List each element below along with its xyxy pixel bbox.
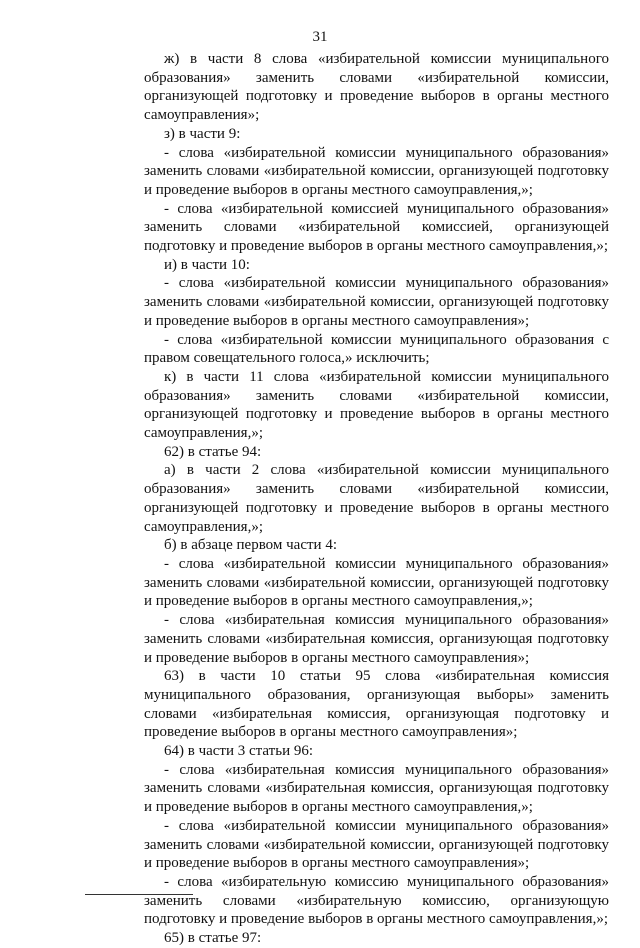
paragraph: - слова «избирательной комиссии муниципального образования» заменить словами «избирательной комиссии, организующей подготовку и проведение выборов в органы местного самоуправления,»; (144, 555, 609, 610)
paragraph: и) в части 10: (164, 256, 250, 273)
paragraph: к) в части 11 слова «избирательной комиссии муниципального образования» заменить словами «избирательной комиссии, организующей подготовку и проведение выборов в органы местного самоуправления,»; (144, 368, 609, 442)
document-body (144, 50, 609, 948)
paragraph: - слова «избирательная комиссия муниципального образования» заменить словами «избирательная комиссия, организующая подготовку и проведение выборов в органы местного самоуправления,»; (144, 761, 609, 816)
paragraph: 63) в части 10 статьи 95 слова «избирательная комиссия муниципального образования, организующая выборы» заменить словами «избирательная комиссия, организующая подготовку и проведение выборов в органы местного самоуправления»; (144, 668, 609, 741)
paragraph: б) в абзаце первом части 4: (164, 537, 337, 554)
paragraph: 65) в статье 97: (164, 930, 262, 947)
paragraph: - слова «избирательной комиссии муниципального образования» заменить словами «избирательной комиссии, организующей подготовку и проведение выборов в органы местного самоуправления,»; (144, 144, 609, 198)
paragraph: - слова «избирательной комиссии муниципального образования с правом совещательного голоса,» исключить; (144, 331, 609, 367)
paragraph: а) в части 2 слова «избирательной комиссии муниципального образования» заменить словами «избирательной комиссии, организующей подготовку и проведение выборов в органы местного самоуправления,»; (144, 462, 609, 535)
page-number: 31 (312, 29, 328, 45)
paragraph: - слова «избирательной комиссии муниципального образования» заменить словами «избирательной комиссии, организующей подготовку и проведение выборов в органы местного самоуправления»; (144, 817, 609, 872)
paragraph: - слова «избирательную комиссию муниципального образования» заменить словами «избирательную комиссию, организующую подготовку и проведение выборов в органы местного самоуправления,»; (144, 873, 609, 928)
paragraph: - слова «избирательной комиссией муниципального образования» заменить словами «избирательной комиссией, организующей подготовку и проведение выборов в органы местного самоуправления,»; (144, 200, 609, 255)
paragraph: - слова «избирательная комиссия муниципального образования» заменить словами «избирательная комиссия, организующая подготовку и проведение выборов в органы местного самоуправления»; (144, 612, 609, 666)
paragraph: 64) в части 3 статьи 96: (164, 743, 314, 760)
paragraph: з) в части 9: (164, 125, 241, 142)
footer-rule (85, 894, 193, 895)
paragraph: - слова «избирательной комиссии муниципального образования» заменить словами «избирательной комиссии, организующей подготовку и проведение выборов в органы местного самоуправления»; (144, 275, 609, 329)
paragraph: ж) в части 8 слова «избирательной комиссии муниципального образования» заменить словами «избирательной комиссии, организующей подготовку и проведение выборов в органы местного самоуправления»; (144, 51, 609, 124)
paragraph: 62) в статье 94: (164, 443, 262, 460)
